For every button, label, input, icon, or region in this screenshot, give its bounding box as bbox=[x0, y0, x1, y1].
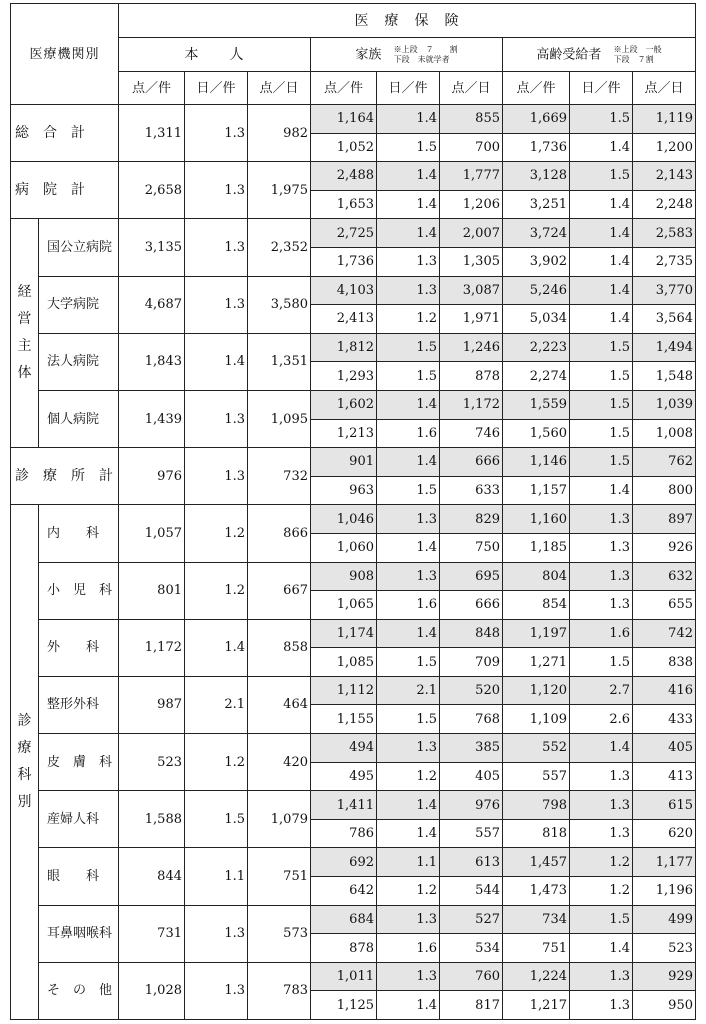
lower-value: 1.4 bbox=[377, 991, 440, 1020]
kazoku-note-lower: 下段 未就学者 bbox=[393, 54, 450, 64]
lower-value: 1,653 bbox=[311, 190, 377, 219]
unit-header: 日／件 bbox=[185, 72, 248, 105]
group-label-char: 別 bbox=[17, 794, 32, 811]
koureisha-label: 高齢受給者 bbox=[536, 47, 602, 62]
honnin-value: 1.5 bbox=[185, 791, 248, 848]
lower-value: 1.5 bbox=[377, 648, 440, 677]
upper-value: 1,494 bbox=[633, 333, 696, 362]
lower-value: 1,560 bbox=[503, 419, 570, 448]
lower-value: 1.4 bbox=[377, 533, 440, 562]
upper-value: 1.5 bbox=[377, 333, 440, 362]
lower-value: 1.3 bbox=[570, 533, 633, 562]
upper-value: 684 bbox=[311, 905, 377, 934]
upper-value: 1,120 bbox=[503, 676, 570, 705]
honnin-value: 1.3 bbox=[185, 276, 248, 333]
upper-value: 1,224 bbox=[503, 962, 570, 991]
upper-value: 527 bbox=[440, 905, 503, 934]
honnin-value: 731 bbox=[119, 905, 185, 962]
lower-value: 495 bbox=[311, 762, 377, 791]
lower-value: 655 bbox=[633, 591, 696, 620]
lower-value: 838 bbox=[633, 648, 696, 677]
upper-value: 666 bbox=[440, 448, 503, 477]
upper-value: 2.1 bbox=[377, 676, 440, 705]
lower-value: 1.6 bbox=[377, 934, 440, 963]
honnin-value: 844 bbox=[119, 848, 185, 905]
lower-value: 1,185 bbox=[503, 533, 570, 562]
upper-value: 1.4 bbox=[377, 162, 440, 191]
lower-value: 1.3 bbox=[570, 762, 633, 791]
honnin-value: 1,079 bbox=[248, 791, 311, 848]
lower-value: 1.4 bbox=[570, 190, 633, 219]
honnin-value: 987 bbox=[119, 676, 185, 733]
lower-value: 2,413 bbox=[311, 305, 377, 334]
upper-value: 1,011 bbox=[311, 962, 377, 991]
row-label: 国公立病院 bbox=[39, 219, 119, 276]
honnin-value: 751 bbox=[248, 848, 311, 905]
lower-value: 1.4 bbox=[570, 305, 633, 334]
lower-value: 950 bbox=[633, 991, 696, 1020]
lower-value: 1.4 bbox=[570, 247, 633, 276]
lower-value: 1,305 bbox=[440, 247, 503, 276]
upper-value: 1,669 bbox=[503, 105, 570, 134]
honnin-value: 2,352 bbox=[248, 219, 311, 276]
upper-value: 1.3 bbox=[377, 962, 440, 991]
lower-value: 1.3 bbox=[570, 991, 633, 1020]
upper-value: 829 bbox=[440, 505, 503, 534]
medical-cost-table bbox=[10, 3, 696, 1020]
honnin-value: 464 bbox=[248, 676, 311, 733]
row-label bbox=[11, 448, 119, 505]
lower-value: 2,735 bbox=[633, 247, 696, 276]
honnin-value: 982 bbox=[248, 105, 311, 162]
kazoku-label: 家族 bbox=[355, 47, 382, 62]
upper-value: 1,119 bbox=[633, 105, 696, 134]
lower-value: 1.5 bbox=[570, 362, 633, 391]
upper-value: 1,246 bbox=[440, 333, 503, 362]
lower-value: 1.2 bbox=[377, 877, 440, 906]
upper-value: 692 bbox=[311, 848, 377, 877]
honnin-value: 1,057 bbox=[119, 505, 185, 562]
honnin-value: 667 bbox=[248, 562, 311, 619]
lower-value: 786 bbox=[311, 819, 377, 848]
lower-value: 1,293 bbox=[311, 362, 377, 391]
unit-header: 日／件 bbox=[570, 72, 633, 105]
row-label bbox=[11, 162, 119, 219]
honnin-value: 732 bbox=[248, 448, 311, 505]
upper-value: 1.3 bbox=[377, 905, 440, 934]
upper-value: 695 bbox=[440, 562, 503, 591]
lower-value: 926 bbox=[633, 533, 696, 562]
upper-value: 976 bbox=[440, 791, 503, 820]
upper-value: 3,087 bbox=[440, 276, 503, 305]
lower-value: 1,196 bbox=[633, 877, 696, 906]
lower-value: 1,548 bbox=[633, 362, 696, 391]
honnin-value: 1,172 bbox=[119, 619, 185, 676]
upper-value: 1.3 bbox=[570, 562, 633, 591]
upper-value: 2,143 bbox=[633, 162, 696, 191]
lower-value: 1.3 bbox=[570, 591, 633, 620]
lower-value: 3,902 bbox=[503, 247, 570, 276]
upper-value: 5,246 bbox=[503, 276, 570, 305]
upper-value: 1.5 bbox=[570, 390, 633, 419]
group-label-char: 体 bbox=[17, 365, 32, 382]
upper-value: 760 bbox=[440, 962, 503, 991]
upper-value: 2,223 bbox=[503, 333, 570, 362]
honnin-value: 1,588 bbox=[119, 791, 185, 848]
lower-value: 405 bbox=[440, 762, 503, 791]
unit-header: 点／日 bbox=[248, 72, 311, 105]
lower-value: 878 bbox=[440, 362, 503, 391]
honnin-header: 本 人 bbox=[119, 38, 311, 72]
upper-value: 1.6 bbox=[570, 619, 633, 648]
honnin-value: 1.3 bbox=[185, 905, 248, 962]
row-label: 整形外科 bbox=[39, 676, 119, 733]
upper-value: 1.3 bbox=[570, 791, 633, 820]
koureisha-header bbox=[503, 38, 696, 72]
lower-value: 1.5 bbox=[377, 476, 440, 505]
row-label-text: 診 療 所 計 bbox=[15, 468, 113, 485]
honnin-value: 1.1 bbox=[185, 848, 248, 905]
koureisha-note-upper: ※上段 一般 bbox=[613, 44, 662, 54]
row-label: 眼 科 bbox=[39, 848, 119, 905]
upper-value: 1.2 bbox=[570, 848, 633, 877]
upper-value: 499 bbox=[633, 905, 696, 934]
honnin-value: 1.3 bbox=[185, 219, 248, 276]
upper-value: 3,724 bbox=[503, 219, 570, 248]
upper-value: 1,160 bbox=[503, 505, 570, 534]
lower-value: 2,274 bbox=[503, 362, 570, 391]
upper-value: 1.5 bbox=[570, 448, 633, 477]
lower-value: 1.2 bbox=[377, 305, 440, 334]
lower-value: 1.4 bbox=[570, 476, 633, 505]
institution-header: 医療機関別 bbox=[11, 4, 119, 105]
upper-value: 3,770 bbox=[633, 276, 696, 305]
upper-value: 1.5 bbox=[570, 905, 633, 934]
honnin-value: 523 bbox=[119, 734, 185, 791]
lower-value: 1,200 bbox=[633, 133, 696, 162]
kazoku-note bbox=[394, 45, 458, 65]
lower-value: 1.5 bbox=[377, 705, 440, 734]
upper-value: 848 bbox=[440, 619, 503, 648]
lower-value: 818 bbox=[503, 819, 570, 848]
lower-value: 963 bbox=[311, 476, 377, 505]
kazoku-header bbox=[311, 38, 503, 72]
honnin-value: 2.1 bbox=[185, 676, 248, 733]
lower-value: 1,008 bbox=[633, 419, 696, 448]
row-label: 個人病院 bbox=[39, 390, 119, 447]
lower-value: 1,213 bbox=[311, 419, 377, 448]
row-label-text: 病 院 計 bbox=[15, 182, 85, 199]
lower-value: 1.3 bbox=[377, 247, 440, 276]
upper-value: 1,039 bbox=[633, 390, 696, 419]
honnin-value: 1.3 bbox=[185, 390, 248, 447]
kazoku-note-upper: ※上段 ７ 割 bbox=[393, 44, 458, 54]
lower-value: 1,473 bbox=[503, 877, 570, 906]
upper-value: 613 bbox=[440, 848, 503, 877]
lower-value: 433 bbox=[633, 705, 696, 734]
upper-value: 1,174 bbox=[311, 619, 377, 648]
honnin-value: 3,580 bbox=[248, 276, 311, 333]
lower-value: 700 bbox=[440, 133, 503, 162]
honnin-value: 3,135 bbox=[119, 219, 185, 276]
honnin-value: 1.3 bbox=[185, 448, 248, 505]
row-label: 産婦人科 bbox=[39, 791, 119, 848]
lower-value: 768 bbox=[440, 705, 503, 734]
lower-value: 1,085 bbox=[311, 648, 377, 677]
upper-value: 1.5 bbox=[570, 333, 633, 362]
upper-value: 1,177 bbox=[633, 848, 696, 877]
row-label: そ の 他 bbox=[39, 962, 119, 1019]
upper-value: 1.3 bbox=[377, 734, 440, 763]
upper-value: 2,007 bbox=[440, 219, 503, 248]
group-label-char: 療 bbox=[17, 740, 32, 757]
row-label: 大学病院 bbox=[39, 276, 119, 333]
upper-value: 385 bbox=[440, 734, 503, 763]
lower-value: 854 bbox=[503, 591, 570, 620]
upper-value: 855 bbox=[440, 105, 503, 134]
row-label bbox=[11, 105, 119, 162]
upper-value: 1.4 bbox=[377, 619, 440, 648]
group-label-char: 科 bbox=[17, 767, 32, 784]
upper-value: 1.4 bbox=[377, 448, 440, 477]
upper-value: 1,046 bbox=[311, 505, 377, 534]
upper-value: 742 bbox=[633, 619, 696, 648]
group-label-char: 営 bbox=[17, 311, 32, 328]
lower-value: 800 bbox=[633, 476, 696, 505]
unit-header: 点／日 bbox=[440, 72, 503, 105]
lower-value: 633 bbox=[440, 476, 503, 505]
row-label: 耳鼻咽喉科 bbox=[39, 905, 119, 962]
lower-value: 1,125 bbox=[311, 991, 377, 1020]
honnin-value: 1.4 bbox=[185, 619, 248, 676]
upper-value: 1,164 bbox=[311, 105, 377, 134]
koureisha-note bbox=[614, 45, 662, 65]
upper-value: 615 bbox=[633, 791, 696, 820]
lower-value: 1,109 bbox=[503, 705, 570, 734]
upper-value: 1.4 bbox=[570, 219, 633, 248]
lower-value: 750 bbox=[440, 533, 503, 562]
upper-value: 1,146 bbox=[503, 448, 570, 477]
lower-value: 1,271 bbox=[503, 648, 570, 677]
lower-value: 1,971 bbox=[440, 305, 503, 334]
upper-value: 2,725 bbox=[311, 219, 377, 248]
upper-value: 1.1 bbox=[377, 848, 440, 877]
lower-value: 2.6 bbox=[570, 705, 633, 734]
upper-value: 1,559 bbox=[503, 390, 570, 419]
upper-value: 1.4 bbox=[570, 276, 633, 305]
upper-value: 1.5 bbox=[570, 105, 633, 134]
upper-value: 2.7 bbox=[570, 676, 633, 705]
upper-value: 1,812 bbox=[311, 333, 377, 362]
unit-header: 日／件 bbox=[377, 72, 440, 105]
row-label: 小 児 科 bbox=[39, 562, 119, 619]
row-label: 外 科 bbox=[39, 619, 119, 676]
upper-value: 2,583 bbox=[633, 219, 696, 248]
upper-value: 416 bbox=[633, 676, 696, 705]
upper-value: 3,128 bbox=[503, 162, 570, 191]
lower-value: 1.4 bbox=[570, 133, 633, 162]
honnin-value: 420 bbox=[248, 734, 311, 791]
lower-value: 878 bbox=[311, 934, 377, 963]
honnin-value: 2,658 bbox=[119, 162, 185, 219]
upper-value: 1.4 bbox=[377, 105, 440, 134]
lower-value: 413 bbox=[633, 762, 696, 791]
lower-value: 1,060 bbox=[311, 533, 377, 562]
unit-header: 点／件 bbox=[503, 72, 570, 105]
lower-value: 1.5 bbox=[377, 133, 440, 162]
upper-value: 2,488 bbox=[311, 162, 377, 191]
honnin-value: 1.2 bbox=[185, 562, 248, 619]
lower-value: 620 bbox=[633, 819, 696, 848]
lower-value: 1.2 bbox=[570, 877, 633, 906]
lower-value: 1,052 bbox=[311, 133, 377, 162]
honnin-value: 4,687 bbox=[119, 276, 185, 333]
honnin-value: 801 bbox=[119, 562, 185, 619]
lower-value: 1,217 bbox=[503, 991, 570, 1020]
upper-value: 901 bbox=[311, 448, 377, 477]
lower-value: 1.3 bbox=[570, 819, 633, 848]
upper-value: 1.3 bbox=[377, 276, 440, 305]
upper-value: 1.4 bbox=[377, 791, 440, 820]
lower-value: 544 bbox=[440, 877, 503, 906]
honnin-value: 1.3 bbox=[185, 962, 248, 1019]
upper-value: 632 bbox=[633, 562, 696, 591]
upper-value: 908 bbox=[311, 562, 377, 591]
lower-value: 1.6 bbox=[377, 419, 440, 448]
upper-value: 1.5 bbox=[570, 162, 633, 191]
lower-value: 1,736 bbox=[311, 247, 377, 276]
upper-value: 798 bbox=[503, 791, 570, 820]
lower-value: 1.4 bbox=[377, 819, 440, 848]
upper-value: 762 bbox=[633, 448, 696, 477]
honnin-value: 1,439 bbox=[119, 390, 185, 447]
honnin-value: 573 bbox=[248, 905, 311, 962]
upper-value: 405 bbox=[633, 734, 696, 763]
upper-value: 1,112 bbox=[311, 676, 377, 705]
honnin-value: 976 bbox=[119, 448, 185, 505]
upper-value: 1.3 bbox=[377, 505, 440, 534]
upper-value: 1,777 bbox=[440, 162, 503, 191]
unit-header: 点／日 bbox=[633, 72, 696, 105]
honnin-value: 1,311 bbox=[119, 105, 185, 162]
upper-value: 804 bbox=[503, 562, 570, 591]
upper-value: 4,103 bbox=[311, 276, 377, 305]
honnin-value: 1,095 bbox=[248, 390, 311, 447]
group-label-char: 主 bbox=[17, 338, 32, 355]
honnin-value: 1,351 bbox=[248, 333, 311, 390]
lower-value: 1.4 bbox=[377, 190, 440, 219]
honnin-value: 1.3 bbox=[185, 162, 248, 219]
insurance-header: 医 療 保 険 bbox=[119, 4, 696, 38]
upper-value: 1,172 bbox=[440, 390, 503, 419]
row-label: 内 科 bbox=[39, 505, 119, 562]
group-label-char: 診 bbox=[17, 713, 32, 730]
upper-value: 552 bbox=[503, 734, 570, 763]
honnin-value: 1,843 bbox=[119, 333, 185, 390]
honnin-value: 866 bbox=[248, 505, 311, 562]
lower-value: 1,736 bbox=[503, 133, 570, 162]
unit-header: 点／件 bbox=[119, 72, 185, 105]
upper-value: 1,197 bbox=[503, 619, 570, 648]
lower-value: 1,206 bbox=[440, 190, 503, 219]
upper-value: 1,457 bbox=[503, 848, 570, 877]
upper-value: 494 bbox=[311, 734, 377, 763]
lower-value: 1,065 bbox=[311, 591, 377, 620]
lower-value: 534 bbox=[440, 934, 503, 963]
honnin-value: 1.4 bbox=[185, 333, 248, 390]
row-label-text: 総 合 計 bbox=[15, 125, 85, 142]
lower-value: 3,564 bbox=[633, 305, 696, 334]
honnin-value: 1,975 bbox=[248, 162, 311, 219]
group-label bbox=[11, 219, 39, 448]
koureisha-note-lower: 下段 ７割 bbox=[613, 54, 654, 64]
upper-value: 1.4 bbox=[377, 219, 440, 248]
upper-value: 734 bbox=[503, 905, 570, 934]
row-label: 皮 膚 科 bbox=[39, 734, 119, 791]
lower-value: 642 bbox=[311, 877, 377, 906]
honnin-value: 1.3 bbox=[185, 105, 248, 162]
lower-value: 1.5 bbox=[570, 648, 633, 677]
upper-value: 1.4 bbox=[377, 390, 440, 419]
lower-value: 746 bbox=[440, 419, 503, 448]
lower-value: 817 bbox=[440, 991, 503, 1020]
lower-value: 709 bbox=[440, 648, 503, 677]
row-label: 法人病院 bbox=[39, 333, 119, 390]
lower-value: 1,155 bbox=[311, 705, 377, 734]
upper-value: 520 bbox=[440, 676, 503, 705]
group-label-char: 経 bbox=[17, 284, 32, 301]
honnin-value: 1.2 bbox=[185, 505, 248, 562]
group-label bbox=[11, 505, 39, 1020]
unit-header: 点／件 bbox=[311, 72, 377, 105]
honnin-value: 783 bbox=[248, 962, 311, 1019]
honnin-value: 1,028 bbox=[119, 962, 185, 1019]
lower-value: 1.5 bbox=[377, 362, 440, 391]
upper-value: 929 bbox=[633, 962, 696, 991]
lower-value: 2,248 bbox=[633, 190, 696, 219]
honnin-value: 858 bbox=[248, 619, 311, 676]
upper-value: 1.3 bbox=[570, 962, 633, 991]
lower-value: 1.2 bbox=[377, 762, 440, 791]
upper-value: 1.3 bbox=[377, 562, 440, 591]
lower-value: 523 bbox=[633, 934, 696, 963]
upper-value: 1.4 bbox=[570, 734, 633, 763]
honnin-value: 1.2 bbox=[185, 734, 248, 791]
lower-value: 751 bbox=[503, 934, 570, 963]
upper-value: 1,411 bbox=[311, 791, 377, 820]
lower-value: 557 bbox=[440, 819, 503, 848]
lower-value: 1.5 bbox=[570, 419, 633, 448]
upper-value: 1.3 bbox=[570, 505, 633, 534]
lower-value: 666 bbox=[440, 591, 503, 620]
upper-value: 1,602 bbox=[311, 390, 377, 419]
lower-value: 3,251 bbox=[503, 190, 570, 219]
lower-value: 5,034 bbox=[503, 305, 570, 334]
upper-value: 897 bbox=[633, 505, 696, 534]
lower-value: 1.6 bbox=[377, 591, 440, 620]
lower-value: 557 bbox=[503, 762, 570, 791]
lower-value: 1,157 bbox=[503, 476, 570, 505]
lower-value: 1.4 bbox=[570, 934, 633, 963]
